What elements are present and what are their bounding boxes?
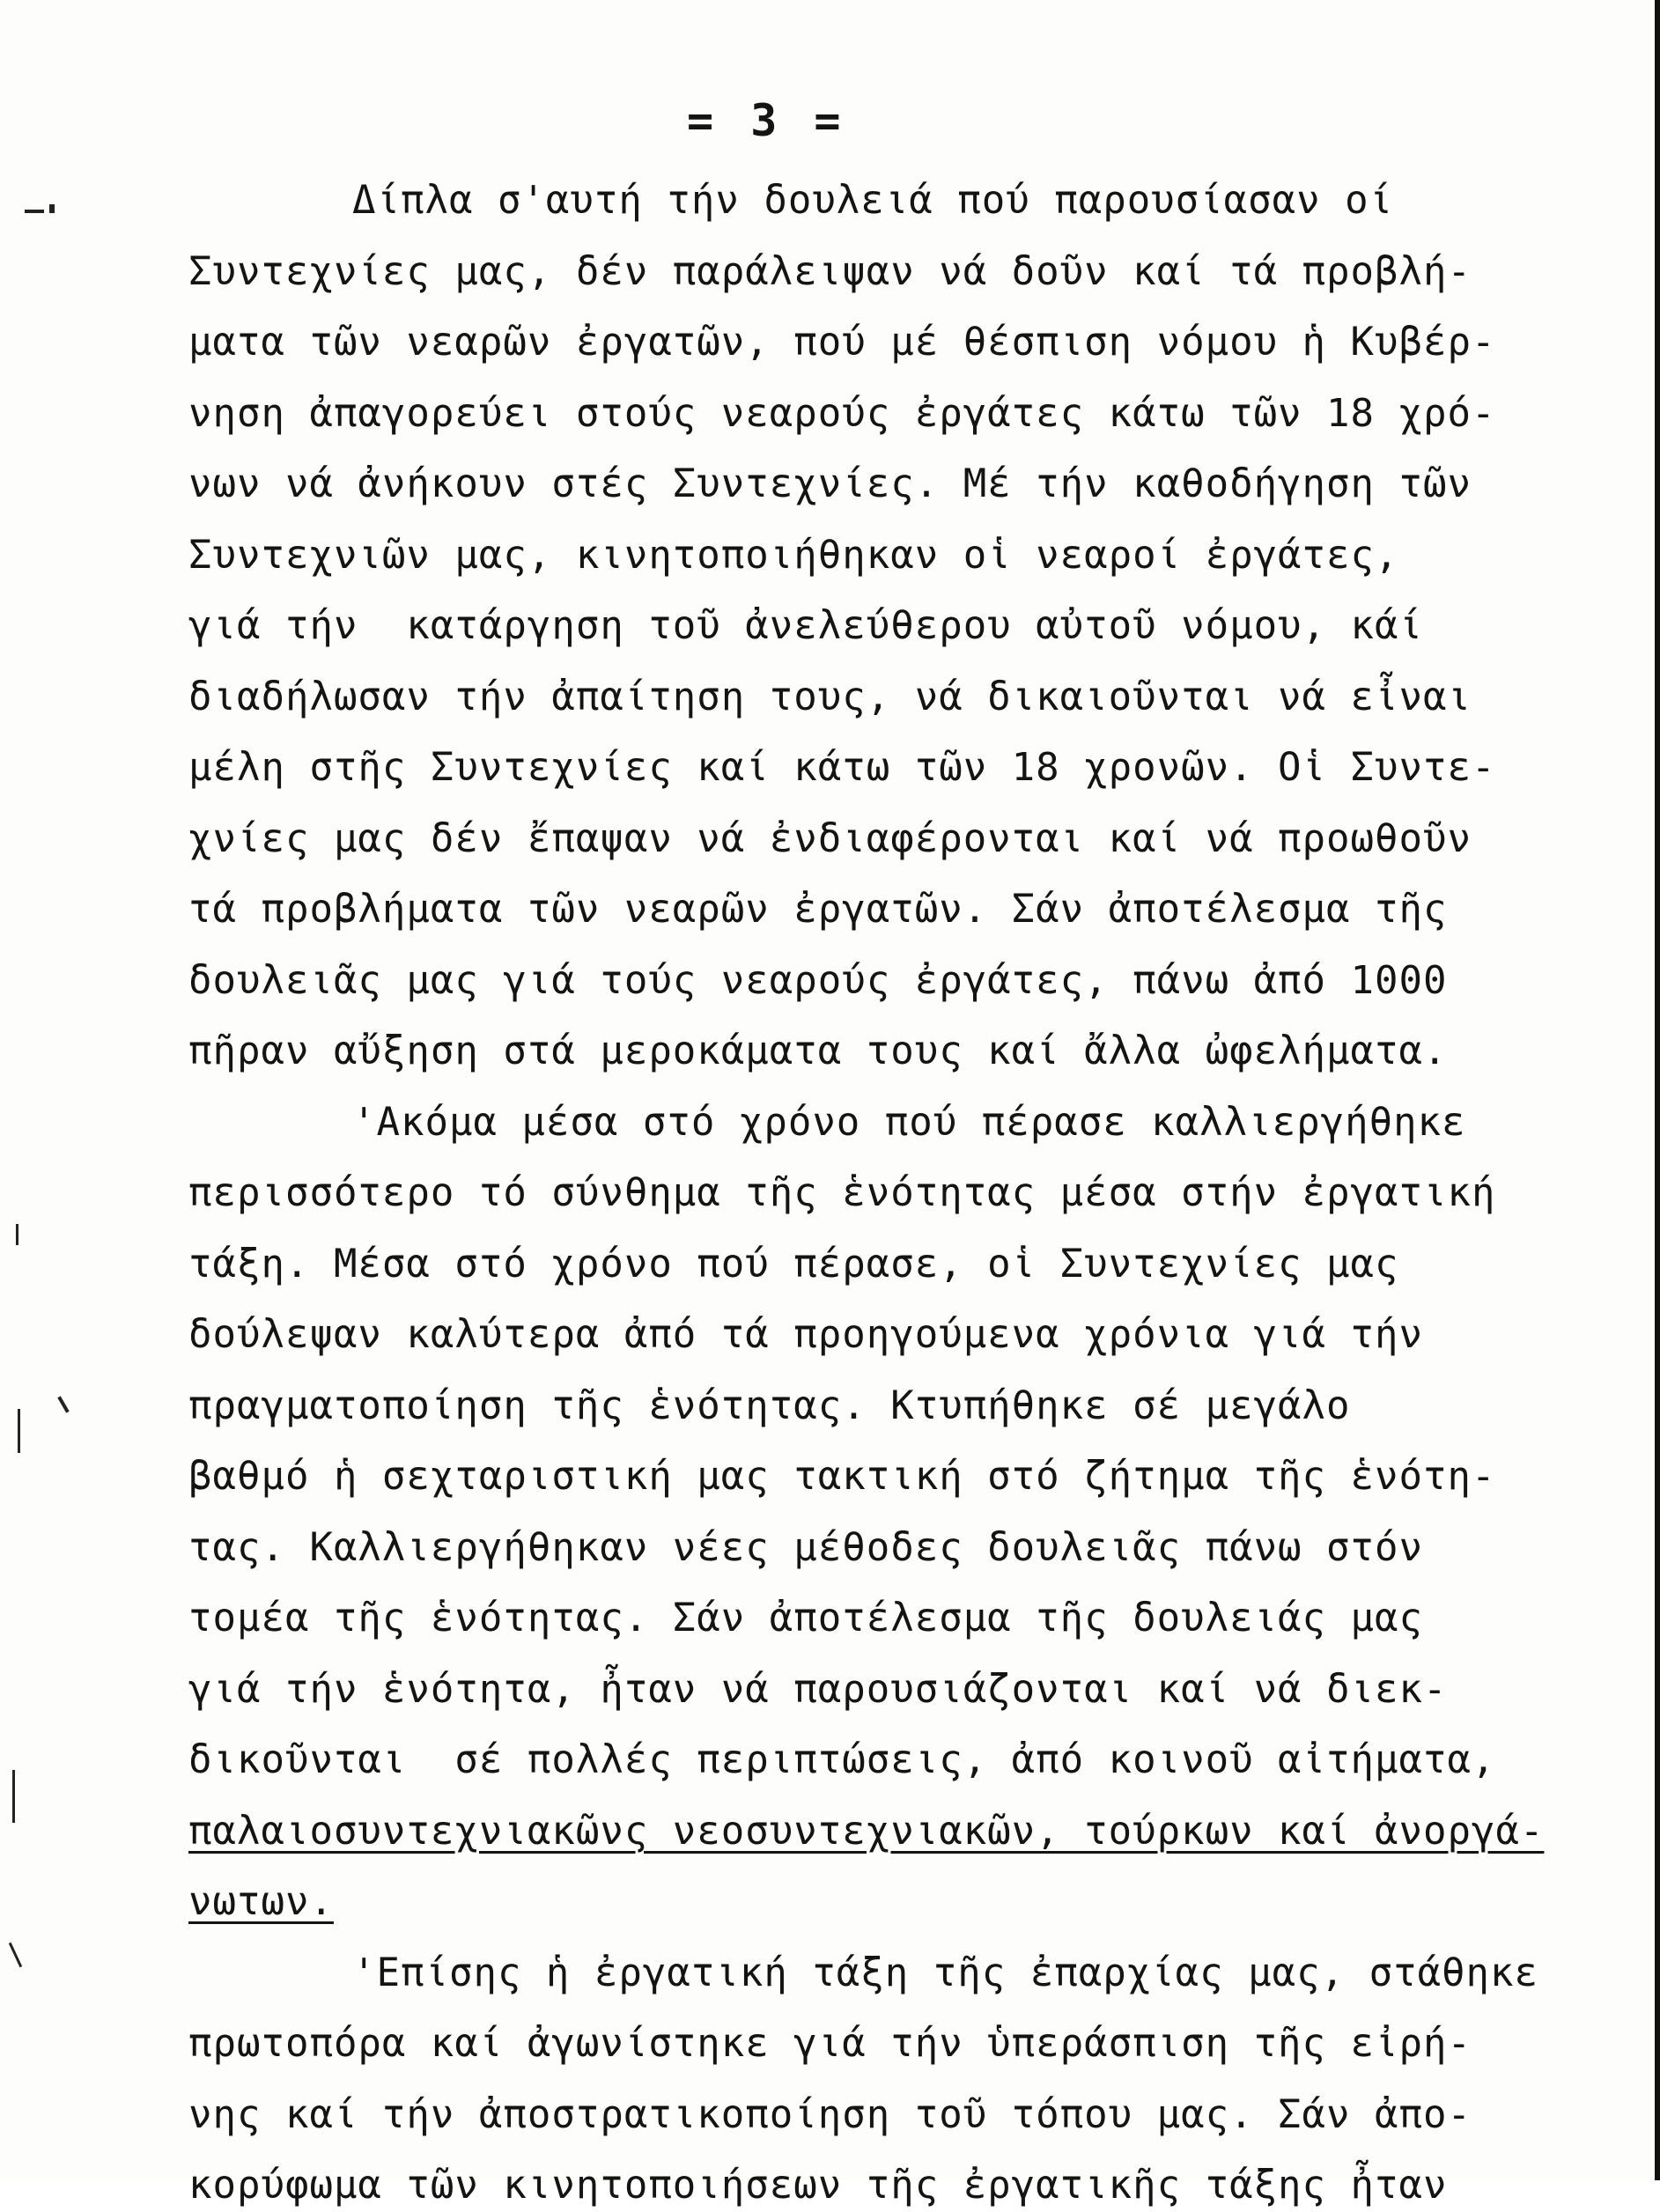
text-line: πῆραν αὔξηση στά μεροκάματα τους καί ἄλλα ὠφελήματα.: [188, 1029, 1448, 1073]
text-line: χνίες μας δέν ἔπαψαν νά ἐνδιαφέρονται καί νά προωθοῦν: [188, 816, 1472, 861]
text-line: Συντεχνιῶν μας, κινητοποιήθηκαν οἱ νεαροί ἐργάτες,: [188, 533, 1399, 578]
scan-mark: [9, 1943, 22, 1967]
scan-mark: [18, 1409, 20, 1453]
text-line: μέλη στῆς Συντεχνίες καί κάτω τῶν 18 χρονῶν. Οἱ Συντε-: [188, 745, 1496, 790]
text-line: πραγματοποίηση τῆς ἑνότητας. Κτυπήθηκε σέ μεγάλο: [188, 1383, 1351, 1428]
text-line: γιά τήν κατάργηση τοῦ ἀνελεύθερου αὐτοῦ νόμου, κάί: [188, 603, 1424, 648]
scan-edge: [1655, 0, 1660, 2180]
page-number: = 3 =: [687, 95, 846, 146]
text-line: τά προβλήματα τῶν νεαρῶν ἐργατῶν. Σάν ἀποτέλεσμα τῆς: [188, 887, 1448, 932]
text-line: τάξη. Μέσα στό χρόνο πού πέρασε, οἱ Συντεχνίες μας: [188, 1242, 1399, 1287]
scan-mark: [12, 1770, 15, 1823]
text-line: νηση ἀπαγορεύει στούς νεαρούς ἐργάτες κάτω τῶν 18 χρό-: [188, 391, 1496, 436]
scan-mark: [49, 204, 55, 213]
text-line: παλαιοσυντεχνιακῶνς νεοσυντεχνιακῶν, τούρκων καί ἀνοργά-: [188, 1809, 1545, 1854]
scan-mark: [16, 1224, 18, 1245]
scan-mark: [57, 1396, 69, 1412]
text-line: δικοῦνται σέ πολλές περιπτώσεις, ἀπό κοινοῦ αἰτήματα,: [188, 1737, 1496, 1782]
text-line: νωτων.: [188, 1879, 334, 1924]
text-line: δουλειᾶς μας γιά τούς νεαρούς ἐργάτες, πάνω ἀπό 1000: [188, 958, 1448, 1003]
text-line: 'Ακόμα μέσα στό χρόνο πού πέρασε καλλιεργήθηκε: [352, 1100, 1466, 1145]
text-line: πρωτοπόρα καί ἀγωνίστηκε γιά τήν ὑπεράσπιση τῆς εἰρή-: [188, 2021, 1472, 2066]
text-line: Δίπλα σ'αυτή τήν δουλειά πού παρουσίασαν οί: [352, 178, 1394, 223]
text-line: τας. Καλλιεργήθηκαν νέες μέθοδες δουλειᾶς πάνω στόν: [188, 1525, 1424, 1570]
text-line: ματα τῶν νεαρῶν ἐργατῶν, πού μέ θέσπιση νόμου ἡ Κυβέρ-: [188, 320, 1496, 365]
text-line: βαθμό ἡ σεχταριστική μας τακτική στό ζήτημα τῆς ἑνότη-: [188, 1454, 1496, 1499]
text-line: Συντεχνίες μας, δέν παράλειψαν νά δοῦν καί τά προβλή-: [188, 249, 1472, 294]
text-line: νης καί τήν ἀποστρατικοποίηση τοῦ τόπου μας. Σάν ἀπο-: [188, 2092, 1472, 2137]
text-line: διαδήλωσαν τήν ἀπαίτηση τους, νά δικαιοῦνται νά εἶναι: [188, 675, 1472, 719]
text-line: 'Επίσης ἡ ἐργατική τάξη τῆς ἐπαρχίας μας, στάθηκε: [352, 1950, 1539, 1995]
text-line: δούλεψαν καλύτερα ἀπό τά προηγούμενα χρόνια γιά τήν: [188, 1312, 1424, 1357]
scan-mark: [25, 210, 44, 213]
text-line: τομέα τῆς ἑνότητας. Σάν ἀποτέλεσμα τῆς δουλειάς μας: [188, 1596, 1424, 1641]
text-line: περισσότερο τό σύνθημα τῆς ἑνότητας μέσα στήν ἐργατική: [188, 1170, 1496, 1215]
text-line: νων νά ἀνήκουν στές Συντεχνίες. Μέ τήν καθοδήγηση τῶν: [188, 461, 1472, 506]
text-line: γιά τήν ἑνότητα, ἦταν νά παρουσιάζονται καί νά διεκ-: [188, 1667, 1448, 1712]
text-line: κορύφωμα τῶν κινητοποιήσεων τῆς ἐργατικῆς τάξης ἦταν: [188, 2163, 1448, 2208]
